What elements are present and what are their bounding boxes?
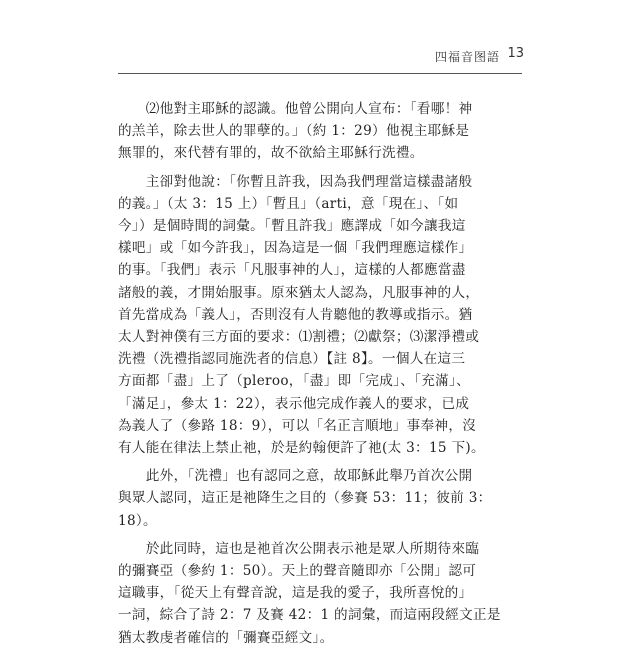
text-line: 樣吧」或「如今許我」，因為這是一個「我們理應這樣作」	[118, 240, 473, 257]
paragraph-1	[118, 98, 522, 165]
text-line: 今」）是個時間的詞彙。「暫且許我」應譯成「如今讓我這	[118, 218, 466, 235]
text-line: 的羔羊，除去世人的罪孽的。」（約 1：29）他視主耶穌是	[118, 123, 470, 140]
text-line: ⑵他對主耶穌的認識。他曾公開向人宣布：「看哪！神	[118, 101, 473, 117]
text-line: 此外，「洗禮」也有認同之意，故耶穌此舉乃首次公開	[118, 468, 473, 485]
text-line: 的義。」（太 3：15 上）「暫且」（arti，意「現在」、「如	[118, 195, 459, 212]
text-line: 主卻對他說：「你暫且許我，因為我們理當這樣盡諸般	[118, 173, 473, 190]
paragraph-4	[118, 538, 522, 649]
body-text	[118, 98, 522, 649]
paragraph-3	[118, 465, 522, 532]
text-line: 與眾人認同，這正是祂降生之目的（參賽 53：11；彼前 3：	[118, 490, 492, 507]
text-line: 這職事，「從天上有聲音說，這是我的愛子，我所喜悅的」	[118, 585, 473, 602]
page-number: 13	[507, 46, 524, 61]
text-line: 為義人了（參路 18：9），可以「名正言順地」事奉神，沒	[118, 417, 477, 434]
text-line: 「滿足」，參太 1：22），表示他完成作義人的要求，已成	[118, 395, 470, 412]
header-rule	[118, 73, 522, 74]
text-line: 的彌賽亞（參約 1：50）。天上的聲音隨即亦「公開」認可	[118, 563, 477, 580]
text-line: 猶太教虔者確信的「彌賽亞經文」。	[118, 629, 334, 646]
text-line: 太人對神僕有三方面的要求：⑴割禮；⑵獻祭；⑶潔淨禮或	[118, 329, 480, 346]
text-line: 18）。	[118, 512, 157, 529]
text-line: 首先當成為「義人」，否則沒有人肯聽他的教導或指示。猶	[118, 306, 473, 323]
text-line: 洗禮（洗禮指認同施洗者的信息）【註 8】。一個人在這三	[118, 351, 466, 368]
text-line: 無罪的，來代替有罪的，故不欲給主耶穌行洗禮。	[118, 145, 424, 162]
running-header-title: 四福音图語	[434, 50, 500, 64]
text-line: 一詞，綜合了詩 2：7 及賽 42：1 的詞彙，而這兩段經文正是	[118, 607, 501, 624]
running-header	[0, 0, 640, 80]
text-line: 的事。「我們」表示「凡服事神的人」，這樣的人都應當盡	[118, 262, 466, 279]
text-line: 有人能在律法上禁止祂，於是約翰便許了祂(太 3：15 下)。	[118, 440, 485, 457]
text-line: 諸般的義，才開始服事。原來猶太人認為，凡服事神的人，	[118, 284, 480, 301]
text-line: 於此同時，這也是祂首次公開表示祂是眾人所期待來臨	[118, 540, 480, 557]
paragraph-2	[118, 171, 522, 460]
text-line: 方面都「盡」上了（pleroo，「盡」即「完成」、「充滿」、	[118, 373, 471, 390]
